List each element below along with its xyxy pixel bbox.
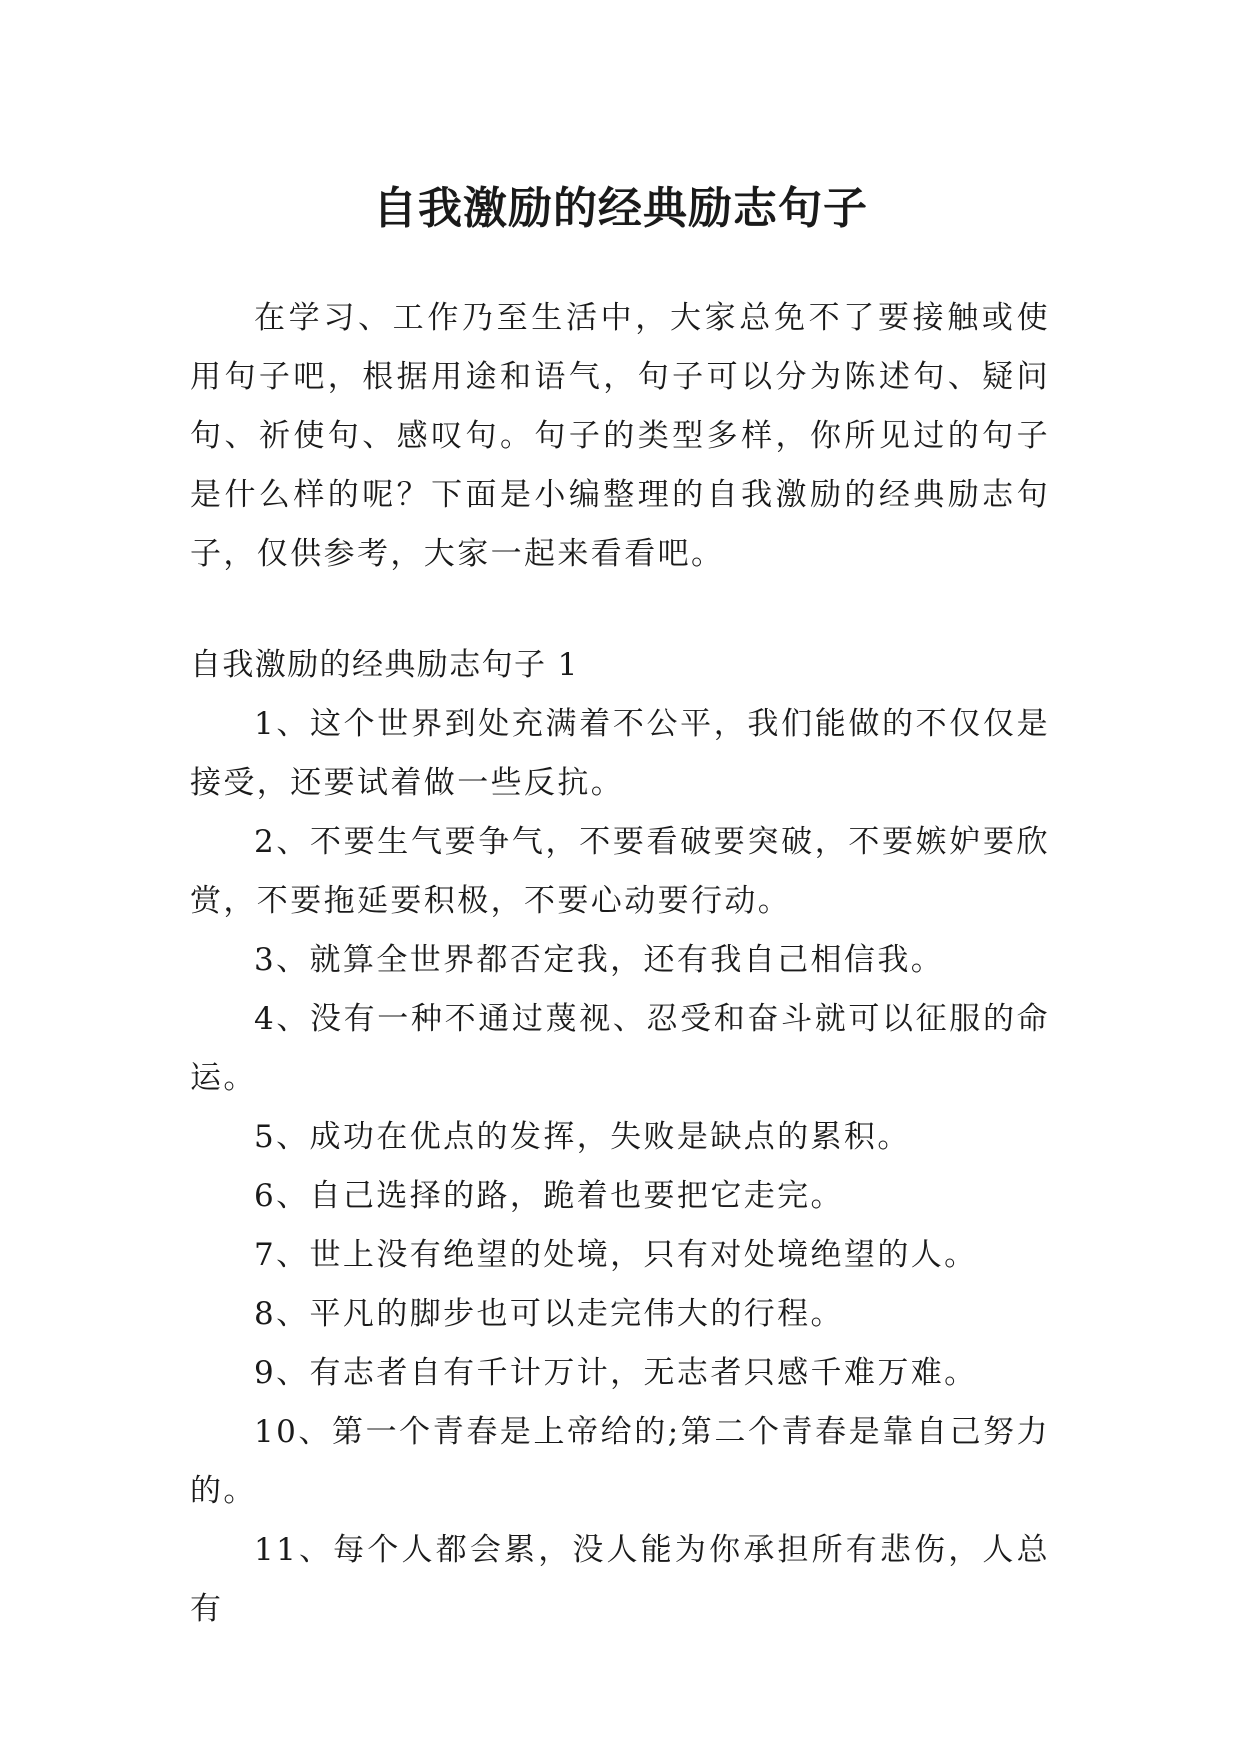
quote-item: 5、成功在优点的发挥，失败是缺点的累积。 [254,1119,911,1155]
document-title: 自我激励的经典励志句子 [373,183,868,235]
intro-paragraph: 在学习、工作乃至生活中，大家总免不了要接触或使用句子吧，根据用途和语气，句子可以分为陈述句、疑问句、祈使句、感叹句。句子的类型多样，你所见过的句子是什么样的呢？下面是小编整理的自我激励的经典励志句子，仅供参考，大家一起来看看吧。 [190,300,1050,572]
quote-item: 10、第一个青春是上帝给的;第二个青春是靠自己努力的。 [190,1414,1050,1509]
quote-item: 9、有志者自有千计万计，无志者只感千难万难。 [254,1355,978,1391]
quote-item: 3、就算全世界都否定我，还有我自己相信我。 [254,942,945,978]
quote-item: 1、这个世界到处充满着不公平，我们能做的不仅仅是接受，还要试着做一些反抗。 [190,706,1050,801]
quote-item: 2、不要生气要争气，不要看破要突破，不要嫉妒要欣赏，不要拖延要积极，不要心动要行动。 [190,824,1050,919]
quote-item: 11、每个人都会累，没人能为你承担所有悲伤，人总有 [190,1532,1050,1627]
quote-item: 4、没有一种不通过蔑视、忍受和奋斗就可以征服的命运。 [190,1001,1050,1096]
quote-item: 8、平凡的脚步也可以走完伟大的行程。 [254,1296,844,1332]
section-heading: 自我激励的经典励志句子 1 [190,647,579,683]
quote-item: 6、自己选择的路，跪着也要把它走完。 [254,1178,844,1214]
quote-item: 7、世上没有绝望的处境，只有对处境绝望的人。 [254,1237,978,1273]
quote-list [190,695,1050,1639]
